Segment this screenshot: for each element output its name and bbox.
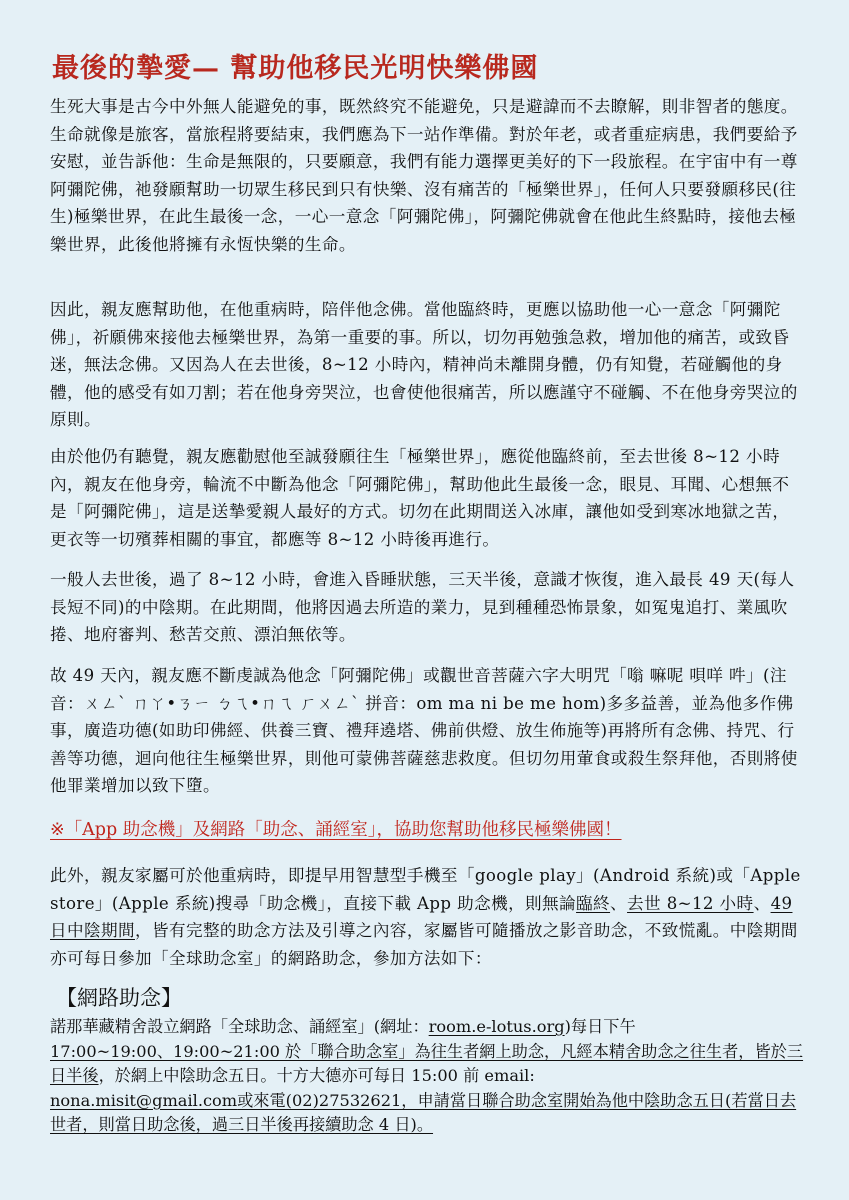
p7-schedule: 17:00~19:00、19:00~21:00 於「聯合助念室」為往生者網上助念，凡經本精舍助念之往生者，皆於三日半後 [50, 1041, 804, 1086]
section-heading: 【網路助念】 [56, 986, 182, 1010]
paragraph-online-chanting [50, 1015, 810, 1138]
p7-text-a: 諾那華藏精舍設立網路「全球助念、誦經室」(網址： [50, 1017, 429, 1036]
page-title: 最後的摯愛— 幫助他移民光明快樂佛國 [52, 53, 539, 84]
p6-sep-1: 、 [610, 893, 628, 913]
p6-underline-2: 去世 8~12 小時 [627, 893, 754, 913]
p6-text-a: 此外，親友家屬可於他重病時，即提早用智慧型手機至「google play」(Android 系統)或「Apple store」(Apple 系統)搜尋「助念機」，直接下載 App 助念機，則無論 [50, 866, 801, 913]
paragraph-49-days: 故 49 天內，親友應不斷虔誠為他念「阿彌陀佛」或觀世音菩薩六字大明咒「嗡 嘛呢 唄咩 吽」(注音：ㄨㄥˋ ㄇㄚ•ㄋㄧ ㄅㄟ•ㄇㄟ ㄏㄨㄥˋ 拼音：om ma ni be me hom)多多益善，並為他多作佛事，廣造功德(如助印佛經、供養三寶、禮拜遶塔、佛前供燈、放生佈施等)再將所有念佛、持咒、行善等功德，迴向他往生極樂世界，則他可蒙佛菩薩慈悲救度。但切勿用葷食或殺生祭拜他，否則將使他罪業增加以致下墮。 [50, 666, 798, 795]
p6-underline-3: 49 日中陰期間 [50, 893, 793, 940]
p6-text-b: ，皆有完整的助念方法及引導之內容，家屬皆可隨播放之影音助念，不致慌亂。中陰期間亦可每日參加「全球助念室」的網路助念，參加方法如下： [50, 921, 798, 968]
paragraph-app [50, 862, 802, 972]
p7-text-c: ，於網上中陰助念五日。十方大德亦可每日 15:00 前 email: [98, 1066, 535, 1086]
website-link[interactable]: room.e-lotus.org [428, 1017, 565, 1036]
paragraph-chanting: 由於他仍有聽覺，親友應勸慰他至誠發願往生「極樂世界」，應從他臨終前，至去世後 8~12 小時內，親友在他身旁，輪流不中斷為他念「阿彌陀佛」，幫助他此生最後一念，眼見、耳聞、心想無不是「阿彌陀佛」，這是送摯愛親人最好的方式。切勿在此期間送入冰庫，讓他如受到寒冰地獄之苦，更衣等一切殯葬相關的事宜，都應等 8~12 小時後再進行。 [50, 447, 790, 549]
p6-underline-1: 臨終 [576, 893, 611, 913]
paragraph-deathbed-care: 因此，親友應幫助他，在他重病時，陪伴他念佛。當他臨終時，更應以協助他一心一意念「阿彌陀佛」，祈願佛來接他去極樂世界，為第一重要的事。所以，切勿再勉強急救，增加他的痛苦，或致昏迷，無法念佛。又因為人在去世後，8~12 小時內，精神尚未離開身體，仍有知覺，若碰觸他的身體，他的感受有如刀割；若在他身旁哭泣，也會使他很痛苦，所以應謹守不碰觸、不在他身旁哭泣的原則。 [50, 300, 798, 429]
p7-text-d: 或來電(02)27532621，申請當日聯合助念室開始為他中陰助念五日(若當日去世者，則當日助念後，過三日半後再接續助念 4 日)。 [50, 1090, 797, 1135]
paragraph-intro: 生死大事是古今中外無人能避免的事，既然終究不能避免，只是避諱而不去瞭解，則非智者的態度。生命就像是旅客，當旅程將要結束，我們應為下一站作準備。對於年老，或者重症病患，我們要給予安慰，並告訴他：生命是無限的，只要願意，我們有能力選擇更美好的下一段旅程。在宇宙中有一尊阿彌陀佛，祂發願幫助一切眾生移民到只有快樂、沒有痛苦的「極樂世界」，任何人只要發願移民(往生)極樂世界，在此生最後一念，一心一意念「阿彌陀佛」，阿彌陀佛就會在他此生終點時，接他去極樂世界，此後他將擁有永恆快樂的生命。 [50, 97, 798, 254]
paragraph-bardo: 一般人去世後，過了 8~12 小時，會進入昏睡狀態，三天半後，意識才恢復，進入最長 49 天(每人長短不同)的中陰期。在此期間，他將因過去所造的業力，見到種種恐怖景象，如冤鬼追打、業風吹捲、地府審判、愁苦交煎、漂泊無依等。 [50, 570, 795, 644]
email-link[interactable]: nona.misit@gmail.com [50, 1090, 238, 1110]
app-notice: ※「App 助念機」及網路「助念、誦經室」，協助您幫助他移民極樂佛國！ [50, 820, 622, 840]
p6-sep-2: 、 [753, 893, 771, 913]
p7-text-b: )每日下午 [564, 1017, 636, 1036]
